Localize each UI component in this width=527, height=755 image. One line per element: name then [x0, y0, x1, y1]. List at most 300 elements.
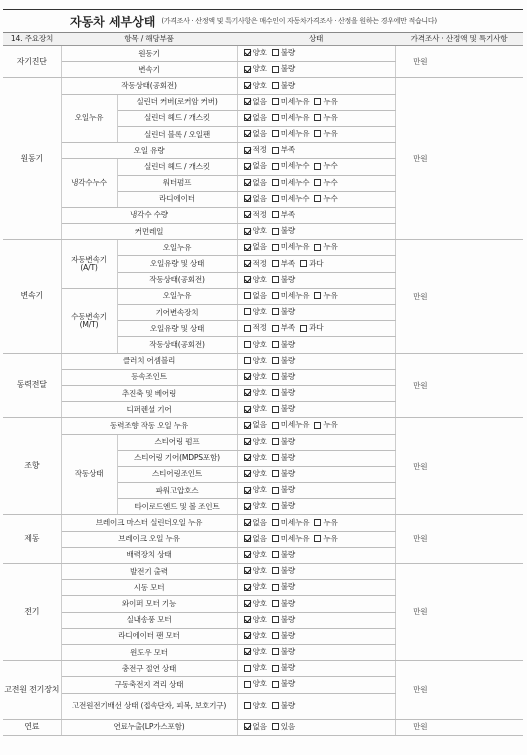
checkbox-icon[interactable]: [272, 114, 279, 121]
status-option[interactable]: [244, 583, 267, 591]
price-cell[interactable]: 만원: [395, 353, 445, 418]
status-option[interactable]: [272, 341, 295, 349]
checkbox-icon[interactable]: [272, 681, 279, 688]
checkbox-icon[interactable]: [314, 98, 321, 105]
status-option-label: 양호: [252, 388, 267, 398]
status-option[interactable]: [272, 211, 295, 219]
status-option[interactable]: [314, 98, 337, 106]
status-option[interactable]: [244, 130, 267, 138]
status-option-label: 불량: [280, 598, 296, 608]
status-option[interactable]: [272, 162, 310, 170]
status-option-label: 없음: [252, 420, 267, 430]
status-options: [237, 305, 395, 321]
sub-category: 냉각수누수: [61, 159, 117, 208]
checkbox-icon[interactable]: [272, 551, 279, 558]
checkbox-icon[interactable]: [272, 454, 279, 461]
status-option[interactable]: [244, 82, 267, 90]
status-option[interactable]: [272, 616, 295, 624]
item-name: 작동상태(공회전): [61, 78, 237, 94]
status-option[interactable]: [272, 82, 295, 90]
checked-checkbox-icon[interactable]: [244, 147, 251, 154]
item-name: 원동기: [61, 46, 237, 62]
status-option[interactable]: [272, 421, 310, 429]
status-option[interactable]: [244, 421, 267, 429]
status-option[interactable]: [244, 49, 267, 57]
status-option[interactable]: [244, 98, 267, 106]
status-option[interactable]: [272, 179, 310, 187]
checked-checkbox-icon[interactable]: [244, 535, 251, 542]
checked-checkbox-icon[interactable]: [244, 487, 251, 494]
status-option[interactable]: [244, 114, 267, 122]
checkbox-icon[interactable]: [272, 519, 279, 526]
status-option[interactable]: [244, 357, 267, 365]
checkbox-icon[interactable]: [272, 487, 279, 494]
status-option[interactable]: [244, 260, 267, 268]
status-option-label: 불량: [280, 48, 296, 58]
checkbox-icon[interactable]: [244, 665, 251, 672]
status-option-label: 불량: [280, 452, 296, 462]
item-name: 실린더 블록 / 오일팬: [117, 126, 237, 142]
status-option[interactable]: [244, 389, 267, 397]
price-cell[interactable]: 만원: [395, 564, 445, 661]
checkbox-icon[interactable]: [272, 49, 279, 56]
item-name: 실린더 헤드 / 개스킷: [117, 159, 237, 175]
checkbox-icon[interactable]: [272, 702, 279, 709]
status-option[interactable]: [314, 130, 337, 138]
checkbox-icon[interactable]: [272, 406, 279, 413]
status-option-label: 불량: [280, 274, 296, 284]
status-option[interactable]: [244, 211, 267, 219]
status-option[interactable]: [272, 702, 295, 710]
status-option-label: 양호: [252, 566, 267, 576]
status-options: [237, 596, 395, 612]
checked-checkbox-icon[interactable]: [244, 519, 251, 526]
status-options: [237, 515, 395, 531]
status-option[interactable]: [244, 324, 267, 332]
status-options: [237, 531, 395, 547]
status-option[interactable]: [272, 65, 295, 73]
status-option[interactable]: [272, 454, 295, 462]
checkbox-icon[interactable]: [300, 325, 307, 332]
checkbox-icon[interactable]: [272, 195, 279, 202]
status-option[interactable]: [244, 243, 267, 251]
status-option[interactable]: [244, 373, 267, 381]
table-row: [3, 661, 523, 677]
status-option-label: 불량: [280, 566, 296, 576]
status-option[interactable]: [272, 648, 295, 656]
status-option[interactable]: [244, 616, 267, 624]
checkbox-icon[interactable]: [272, 147, 279, 154]
status-options: [237, 256, 395, 272]
status-option[interactable]: [272, 486, 295, 494]
status-option[interactable]: [244, 567, 267, 575]
checkbox-icon[interactable]: [272, 292, 279, 299]
item-name: 실린더 헤드 / 개스킷: [117, 110, 237, 126]
sub-category: 오일누유: [61, 94, 117, 143]
status-option[interactable]: [244, 551, 267, 559]
checkbox-icon[interactable]: [272, 389, 279, 396]
status-options: [237, 418, 395, 434]
checkbox-icon[interactable]: [314, 535, 321, 542]
remarks-cell[interactable]: [445, 418, 523, 515]
checkbox-icon[interactable]: [272, 438, 279, 445]
status-option[interactable]: [272, 519, 310, 527]
checkbox-icon[interactable]: [244, 341, 251, 348]
status-option-label: 없음: [252, 112, 267, 122]
status-option[interactable]: [244, 227, 267, 235]
checkbox-icon[interactable]: [244, 681, 251, 688]
status-option[interactable]: [314, 535, 337, 543]
checked-checkbox-icon[interactable]: [244, 260, 251, 267]
status-options: [237, 46, 395, 62]
status-option[interactable]: [272, 405, 295, 413]
status-option[interactable]: [244, 276, 267, 284]
checked-checkbox-icon[interactable]: [244, 373, 251, 380]
status-option[interactable]: [272, 373, 295, 381]
status-option[interactable]: [272, 324, 295, 332]
checkbox-icon[interactable]: [272, 179, 279, 186]
status-option-label: 불량: [280, 436, 296, 446]
status-option[interactable]: [272, 195, 310, 203]
status-option[interactable]: [272, 243, 310, 251]
checkbox-icon[interactable]: [314, 292, 321, 299]
status-options: [237, 240, 395, 256]
status-options: [237, 483, 395, 499]
status-option-label: 미세누수: [280, 193, 310, 203]
status-option[interactable]: [272, 98, 310, 106]
checked-checkbox-icon[interactable]: [244, 389, 251, 396]
item-name: 클러치 어셈블리: [61, 353, 237, 369]
status-option[interactable]: [300, 260, 323, 268]
checkbox-icon[interactable]: [244, 357, 251, 364]
status-option[interactable]: [244, 292, 267, 300]
status-option-label: 불량: [280, 339, 296, 349]
status-options: [237, 434, 395, 450]
checkbox-icon[interactable]: [314, 244, 321, 251]
status-option-label: 불량: [280, 226, 296, 236]
checkbox-icon[interactable]: [244, 308, 251, 315]
sub-category: 작동상태: [61, 434, 117, 515]
status-option[interactable]: [314, 421, 337, 429]
status-option-label: 양호: [252, 485, 267, 495]
status-option[interactable]: [272, 49, 295, 57]
checked-checkbox-icon[interactable]: [244, 66, 251, 73]
checked-checkbox-icon[interactable]: [244, 567, 251, 574]
checkbox-icon[interactable]: [272, 665, 279, 672]
status-option-label: 누수: [323, 177, 338, 187]
checkbox-icon[interactable]: [272, 276, 279, 283]
status-option[interactable]: [272, 567, 295, 575]
checked-checkbox-icon[interactable]: [244, 195, 251, 202]
item-name: 오일 유량: [61, 143, 237, 159]
checked-checkbox-icon[interactable]: [244, 632, 251, 639]
checked-checkbox-icon[interactable]: [244, 211, 251, 218]
checkbox-icon[interactable]: [244, 292, 251, 299]
status-option[interactable]: [272, 502, 295, 510]
status-option[interactable]: [272, 470, 295, 478]
checkbox-icon[interactable]: [272, 357, 279, 364]
table-body: [3, 46, 523, 736]
checkbox-icon[interactable]: [272, 82, 279, 89]
status-options: [237, 612, 395, 628]
status-options: [237, 547, 395, 563]
checked-checkbox-icon[interactable]: [244, 503, 251, 510]
device-category: 변속기: [3, 240, 61, 353]
item-name: 스티어링조인트: [117, 466, 237, 482]
item-name: 오일유량 및 상태: [117, 256, 237, 272]
checkbox-icon[interactable]: [300, 260, 307, 267]
status-option[interactable]: [272, 146, 295, 154]
status-option[interactable]: [244, 664, 267, 672]
checkbox-icon[interactable]: [272, 535, 279, 542]
status-option[interactable]: [244, 308, 267, 316]
status-option-label: 양호: [252, 663, 267, 673]
checked-checkbox-icon[interactable]: [244, 98, 251, 105]
checkbox-icon[interactable]: [272, 616, 279, 623]
status-option[interactable]: [272, 276, 295, 284]
status-option[interactable]: [272, 535, 310, 543]
status-option[interactable]: [272, 583, 295, 591]
item-name: 브레이크 오일 누유: [61, 531, 237, 547]
status-option-label: 양호: [252, 501, 267, 511]
checkbox-icon[interactable]: [272, 325, 279, 332]
checkbox-icon[interactable]: [314, 114, 321, 121]
checked-checkbox-icon[interactable]: [244, 130, 251, 137]
checkbox-icon[interactable]: [272, 373, 279, 380]
checkbox-icon[interactable]: [272, 341, 279, 348]
checkbox-icon[interactable]: [272, 470, 279, 477]
status-option[interactable]: [314, 243, 337, 251]
status-option[interactable]: [272, 308, 295, 316]
status-option[interactable]: [244, 470, 267, 478]
item-name: 라디에이터: [117, 191, 237, 207]
price-cell[interactable]: 만원: [395, 240, 445, 353]
item-name: 구동축전지 격리 상태: [61, 677, 237, 693]
status-option[interactable]: [314, 179, 337, 187]
checkbox-icon[interactable]: [272, 503, 279, 510]
checkbox-icon[interactable]: [272, 584, 279, 591]
status-options: [237, 321, 395, 337]
checked-checkbox-icon[interactable]: [244, 470, 251, 477]
price-cell[interactable]: 만원: [395, 78, 445, 240]
status-option-label: 양호: [252, 679, 267, 689]
checked-checkbox-icon[interactable]: [244, 114, 251, 121]
remarks-cell[interactable]: [445, 353, 523, 418]
status-option[interactable]: [244, 680, 267, 688]
status-option-label: 누유: [323, 290, 338, 300]
checked-checkbox-icon[interactable]: [244, 454, 251, 461]
checked-checkbox-icon[interactable]: [244, 584, 251, 591]
status-option-label: 부족: [280, 210, 296, 220]
checkbox-icon[interactable]: [272, 98, 279, 105]
header-device: 14. 주요장치: [3, 33, 61, 46]
status-option[interactable]: [244, 65, 267, 73]
remarks-cell[interactable]: [445, 564, 523, 661]
price-cell[interactable]: 만원: [395, 661, 445, 719]
checked-checkbox-icon[interactable]: [244, 422, 251, 429]
checked-checkbox-icon[interactable]: [244, 82, 251, 89]
status-option[interactable]: [244, 162, 267, 170]
status-option[interactable]: [244, 502, 267, 510]
checked-checkbox-icon[interactable]: [244, 438, 251, 445]
status-option[interactable]: [244, 600, 267, 608]
status-options: [237, 369, 395, 385]
status-option[interactable]: [244, 702, 267, 710]
status-option[interactable]: [272, 438, 295, 446]
status-options: [237, 224, 395, 240]
status-option-label: 누유: [323, 420, 338, 430]
checkbox-icon[interactable]: [272, 66, 279, 73]
item-name: 라디에이터 팬 모터: [61, 628, 237, 644]
status-option[interactable]: [244, 195, 267, 203]
status-options: [237, 78, 395, 94]
status-option[interactable]: [272, 260, 295, 268]
status-option[interactable]: [244, 405, 267, 413]
status-option-label: 불량: [280, 307, 296, 317]
checkbox-icon[interactable]: [244, 702, 251, 709]
status-option-label: 양호: [252, 598, 267, 608]
status-option[interactable]: [272, 357, 295, 365]
status-option-label: 양호: [252, 452, 267, 462]
status-option[interactable]: [244, 632, 267, 640]
checkbox-icon[interactable]: [272, 244, 279, 251]
status-option[interactable]: [314, 162, 337, 170]
form-title-note: (가격조사 · 산정액 및 특기사항은 매수인이 자동차가격조사 · 산정을 원하는 경우에만 적습니다): [161, 17, 437, 25]
status-option[interactable]: [272, 632, 295, 640]
status-option[interactable]: [272, 551, 295, 559]
checkbox-icon[interactable]: [314, 179, 321, 186]
status-option-label: 불량: [280, 549, 296, 559]
checkbox-icon[interactable]: [272, 260, 279, 267]
checkbox-icon[interactable]: [272, 567, 279, 574]
item-name: 실린더 커버(로커암 커버): [117, 94, 237, 110]
checkbox-icon[interactable]: [272, 422, 279, 429]
status-options: [237, 94, 395, 110]
status-options: [237, 385, 395, 401]
price-cell[interactable]: 만원: [395, 515, 445, 564]
status-option[interactable]: [244, 454, 267, 462]
checkbox-icon[interactable]: [314, 163, 321, 170]
checkbox-icon[interactable]: [314, 519, 321, 526]
checked-checkbox-icon[interactable]: [244, 49, 251, 56]
status-option[interactable]: [314, 114, 337, 122]
status-option-label: 없음: [252, 242, 267, 252]
item-name: 브레이크 마스터 실린더오일 누유: [61, 515, 237, 531]
status-option-label: 양호: [252, 307, 267, 317]
status-option[interactable]: [314, 195, 337, 203]
status-option-label: 양호: [252, 226, 267, 236]
status-option[interactable]: [314, 519, 337, 527]
status-option-label: 누유: [323, 533, 338, 543]
status-option[interactable]: [272, 664, 295, 672]
checkbox-icon[interactable]: [272, 211, 279, 218]
status-option[interactable]: [272, 600, 295, 608]
status-option-label: 과다: [309, 323, 324, 333]
item-name: 타이로드엔드 및 볼 조인트: [117, 499, 237, 515]
status-option-label: 불량: [280, 355, 296, 365]
remarks-cell[interactable]: [445, 661, 523, 719]
item-name: 디퍼렌셜 기어: [61, 402, 237, 418]
status-option[interactable]: [244, 179, 267, 187]
status-option-label: 미세누유: [280, 290, 310, 300]
status-options: [237, 450, 395, 466]
status-options: [237, 143, 395, 159]
checkbox-icon[interactable]: [272, 632, 279, 639]
checkbox-icon[interactable]: [244, 325, 251, 332]
item-name: 발전기 출력: [61, 564, 237, 580]
status-option[interactable]: [244, 341, 267, 349]
checked-checkbox-icon[interactable]: [244, 648, 251, 655]
status-option[interactable]: [300, 324, 323, 332]
status-option-label: 양호: [252, 355, 267, 365]
status-option[interactable]: [272, 114, 310, 122]
status-option[interactable]: [244, 438, 267, 446]
status-option[interactable]: [272, 680, 295, 688]
status-option[interactable]: [272, 130, 310, 138]
status-option[interactable]: [272, 227, 295, 235]
status-option-label: 있음: [280, 721, 296, 731]
device-category: 제동: [3, 515, 61, 564]
status-option[interactable]: [244, 486, 267, 494]
table-row: [3, 353, 523, 369]
status-options: [237, 644, 395, 660]
price-cell[interactable]: 만원: [395, 719, 445, 735]
checkbox-icon[interactable]: [314, 422, 321, 429]
checked-checkbox-icon[interactable]: [244, 276, 251, 283]
checked-checkbox-icon[interactable]: [244, 244, 251, 251]
status-option-label: 불량: [280, 404, 296, 414]
remarks-cell[interactable]: [445, 46, 523, 78]
checkbox-icon[interactable]: [272, 308, 279, 315]
price-cell[interactable]: 만원: [395, 418, 445, 515]
checkbox-icon[interactable]: [272, 163, 279, 170]
remarks-cell[interactable]: [445, 719, 523, 735]
checked-checkbox-icon[interactable]: [244, 228, 251, 235]
checkbox-icon[interactable]: [272, 648, 279, 655]
checked-checkbox-icon[interactable]: [244, 163, 251, 170]
status-option[interactable]: [272, 723, 295, 731]
checked-checkbox-icon[interactable]: [244, 723, 251, 730]
item-name: 연료누출(LP가스포함): [61, 719, 237, 735]
checkbox-icon[interactable]: [272, 228, 279, 235]
status-option[interactable]: [314, 292, 337, 300]
checkbox-icon[interactable]: [272, 130, 279, 137]
status-option-label: 미세누수: [280, 161, 310, 171]
status-option[interactable]: [272, 389, 295, 397]
status-option[interactable]: [244, 519, 267, 527]
price-cell[interactable]: 만원: [395, 46, 445, 78]
checked-checkbox-icon[interactable]: [244, 179, 251, 186]
checked-checkbox-icon[interactable]: [244, 551, 251, 558]
checkbox-icon[interactable]: [314, 130, 321, 137]
remarks-cell[interactable]: [445, 515, 523, 564]
checked-checkbox-icon[interactable]: [244, 406, 251, 413]
checkbox-icon[interactable]: [272, 723, 279, 730]
checkbox-icon[interactable]: [272, 600, 279, 607]
remarks-cell[interactable]: [445, 240, 523, 353]
checked-checkbox-icon[interactable]: [244, 616, 251, 623]
status-option[interactable]: [244, 648, 267, 656]
status-option[interactable]: [272, 292, 310, 300]
status-option[interactable]: [244, 535, 267, 543]
status-option[interactable]: [244, 146, 267, 154]
status-option[interactable]: [244, 723, 267, 731]
checked-checkbox-icon[interactable]: [244, 600, 251, 607]
status-option-label: 양호: [252, 64, 267, 74]
checkbox-icon[interactable]: [314, 195, 321, 202]
remarks-cell[interactable]: [445, 78, 523, 240]
status-option-label: 양호: [252, 469, 267, 479]
